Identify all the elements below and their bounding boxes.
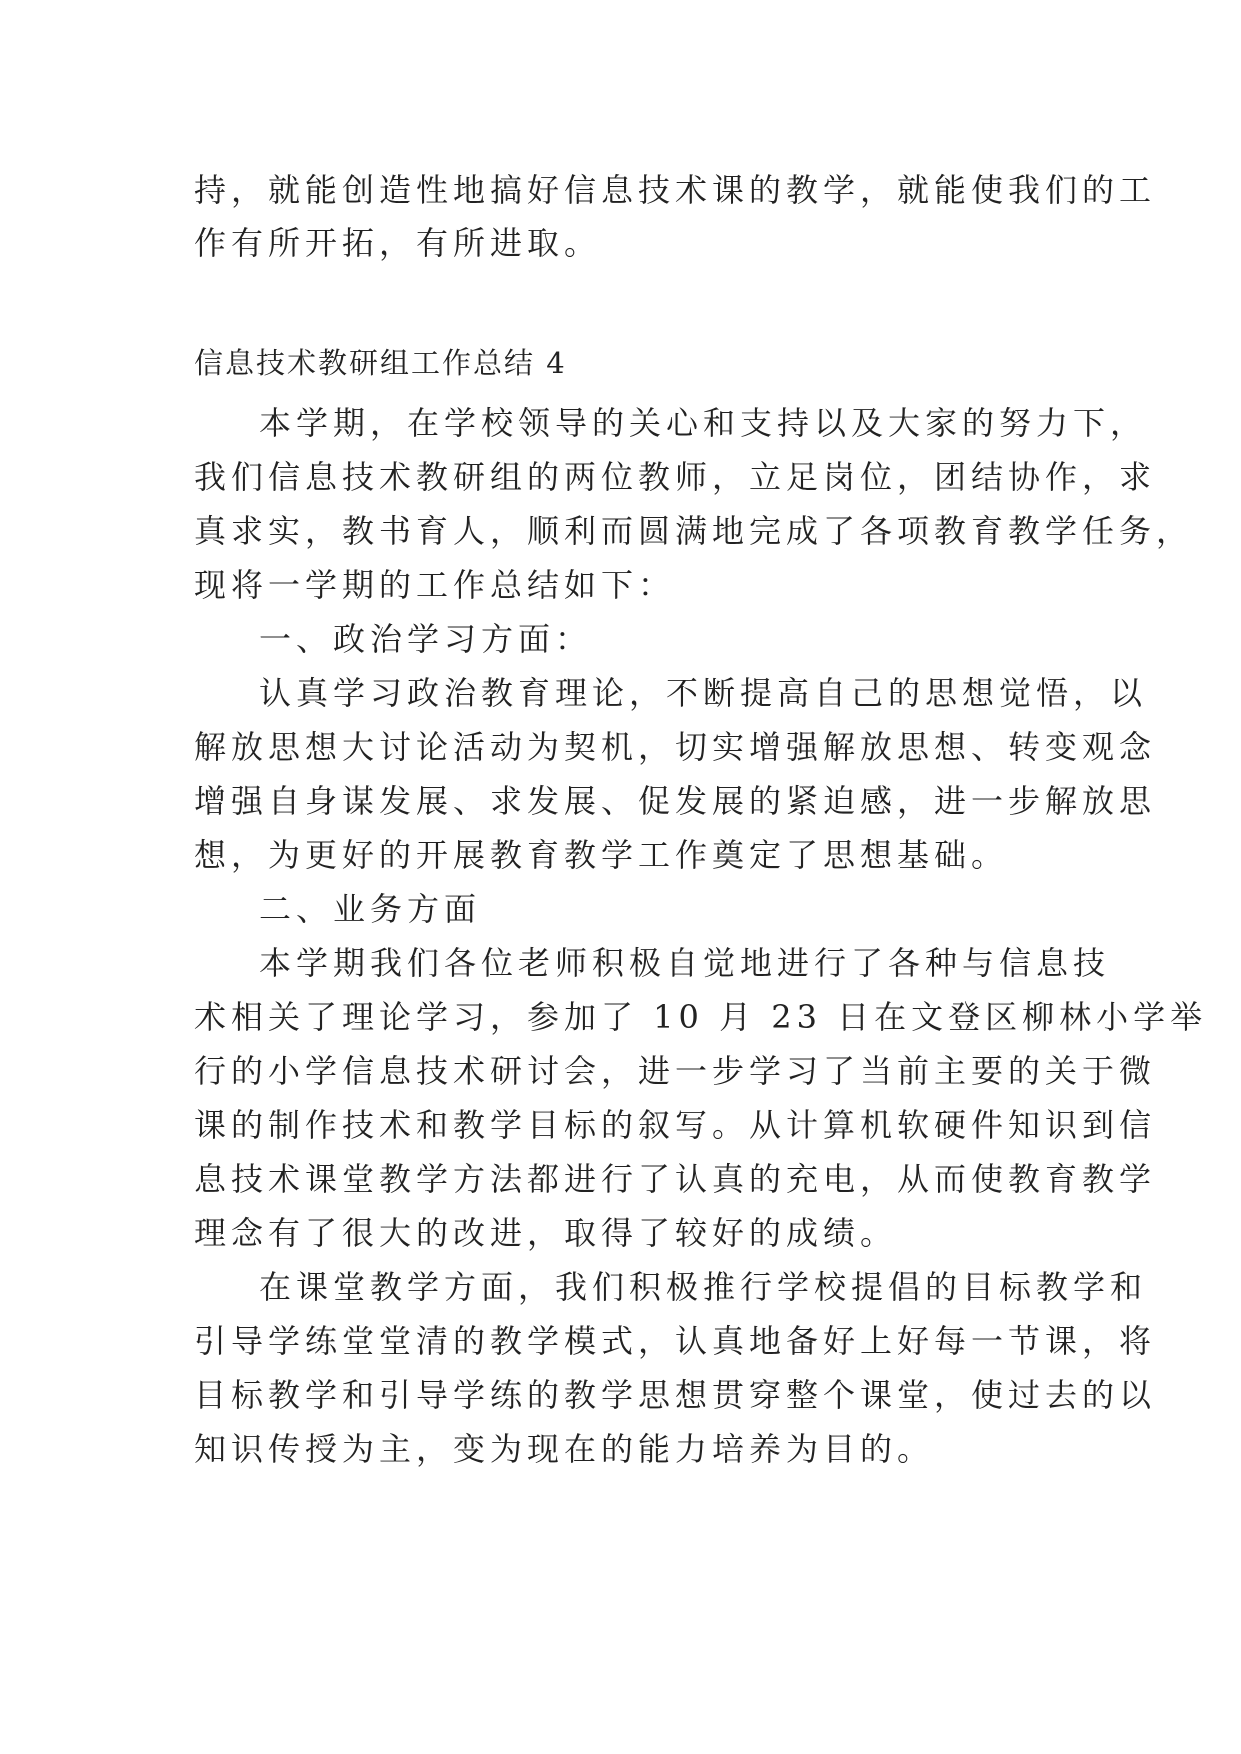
paragraph-line: 引导学练堂堂清的教学模式，认真地备好上好每一节课，将 (194, 1322, 1157, 1360)
subsection-heading: 二、业务方面 (259, 890, 482, 928)
paragraph-line: 息技术课堂教学方法都进行了认真的充电，从而使教育教学 (194, 1160, 1157, 1198)
paragraph-line: 我们信息技术教研组的两位教师，立足岗位，团结协作，求 (194, 458, 1157, 496)
paragraph-line: 课的制作技术和教学目标的叙写。从计算机软硬件知识到信 (194, 1106, 1157, 1144)
paragraph-line: 理念有了很大的改进，取得了较好的成绩。 (194, 1214, 898, 1252)
paragraph-line: 认真学习政治教育理论，不断提高自己的思想觉悟，以 (259, 674, 1148, 712)
section-title: 信息技术教研组工作总结 4 (194, 346, 567, 380)
paragraph-line: 现将一学期的工作总结如下： (194, 566, 676, 604)
subsection-heading: 一、政治学习方面： (259, 620, 593, 658)
paragraph-line: 作有所开拓，有所进取。 (194, 224, 602, 262)
paragraph-line: 在课堂教学方面，我们积极推行学校提倡的目标教学和 (259, 1268, 1148, 1306)
paragraph-line: 增强自身谋发展、求发展、促发展的紧迫感，进一步解放思 (194, 782, 1157, 820)
paragraph-line: 本学期，在学校领导的关心和支持以及大家的努力下， (259, 404, 1148, 442)
paragraph-line: 知识传授为主，变为现在的能力培养为目的。 (194, 1430, 935, 1468)
paragraph-line: 持，就能创造性地搞好信息技术课的教学，就能使我们的工 (194, 171, 1157, 209)
paragraph-line: 目标教学和引导学练的教学思想贯穿整个课堂，使过去的以 (194, 1376, 1157, 1414)
paragraph-line: 解放思想大讨论活动为契机，切实增强解放思想、转变观念 (194, 728, 1157, 766)
paragraph-line: 行的小学信息技术研讨会，进一步学习了当前主要的关于微 (194, 1052, 1157, 1090)
paragraph-line: 本学期我们各位老师积极自觉地进行了各种与信息技 (259, 944, 1111, 982)
paragraph-line: 想，为更好的开展教育教学工作奠定了思想基础。 (194, 836, 1009, 874)
paragraph-line: 真求实，教书育人，顺利而圆满地完成了各项教育教学任务， (194, 512, 1194, 550)
paragraph-line: 术相关了理论学习，参加了 10 月 23 日在文登区柳林小学举 (194, 998, 1208, 1036)
